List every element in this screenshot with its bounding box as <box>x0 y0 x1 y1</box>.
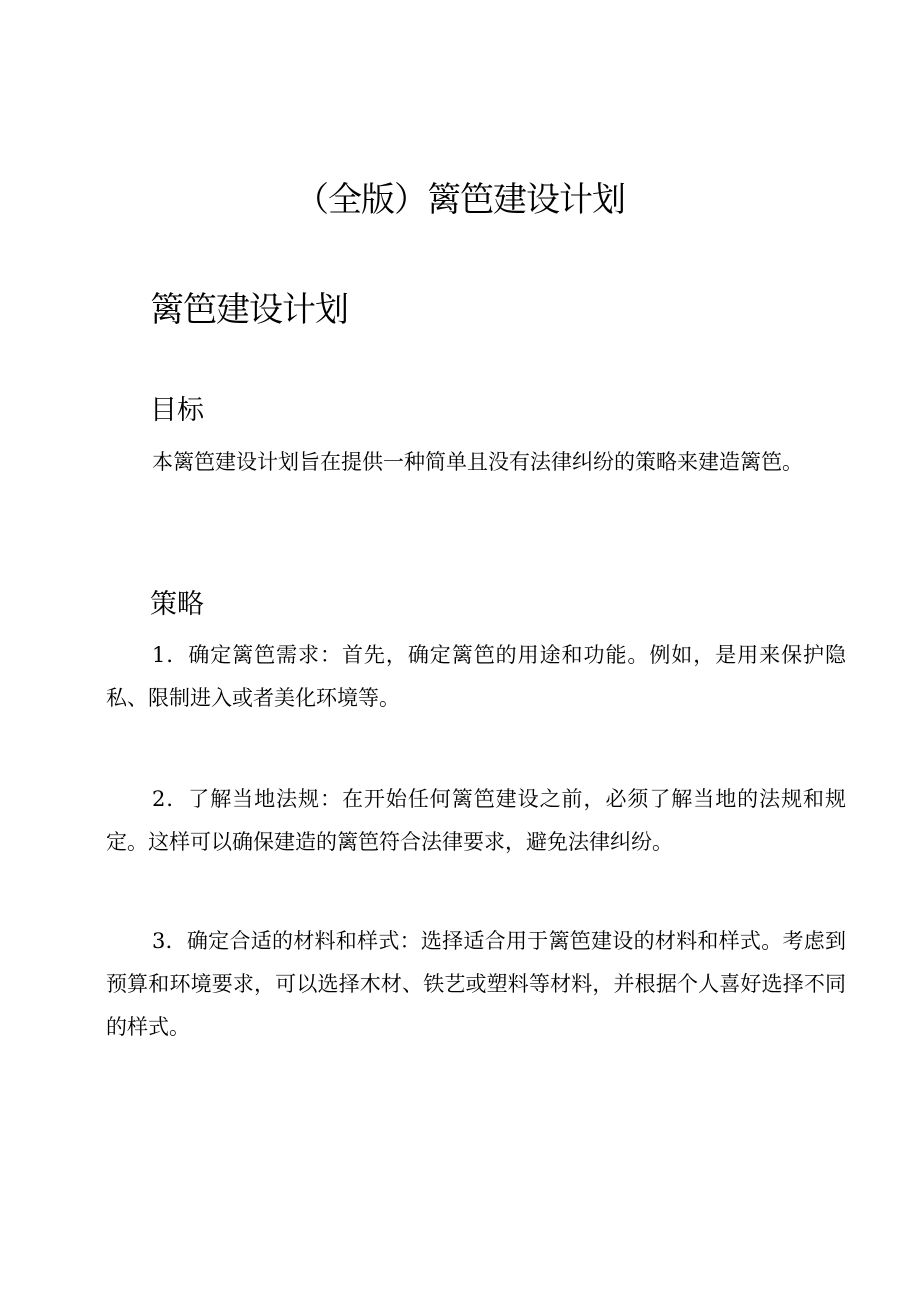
goal-paragraph: 本篱笆建设计划旨在提供一种简单且没有法律纠纷的策略来建造篱笆。 <box>152 450 803 474</box>
strategy-item-1: 1．确定篱笆需求：首先，确定篱笆的用途和功能。例如，是用来保护隐私、限制进入或者美化环境等。 <box>106 643 846 710</box>
section-heading-goal: 目标 <box>150 395 204 426</box>
plan-heading: 篱笆建设计划 <box>150 290 348 330</box>
document-title: （全版）篱笆建设计划 <box>295 180 625 220</box>
strategy-item-3: 3．确定合适的材料和样式：选择适合用于篱笆建设的材料和样式。考虑到预算和环境要求，可以选择木材、铁艺或塑料等材料，并根据个人喜好选择不同的样式。 <box>106 929 846 1039</box>
strategy-item-2: 2．了解当地法规：在开始任何篱笆建设之前，必须了解当地的法规和规定。这样可以确保建造的篱笆符合法律要求，避免法律纠纷。 <box>106 787 846 854</box>
section-heading-strategy: 策略 <box>150 589 204 620</box>
